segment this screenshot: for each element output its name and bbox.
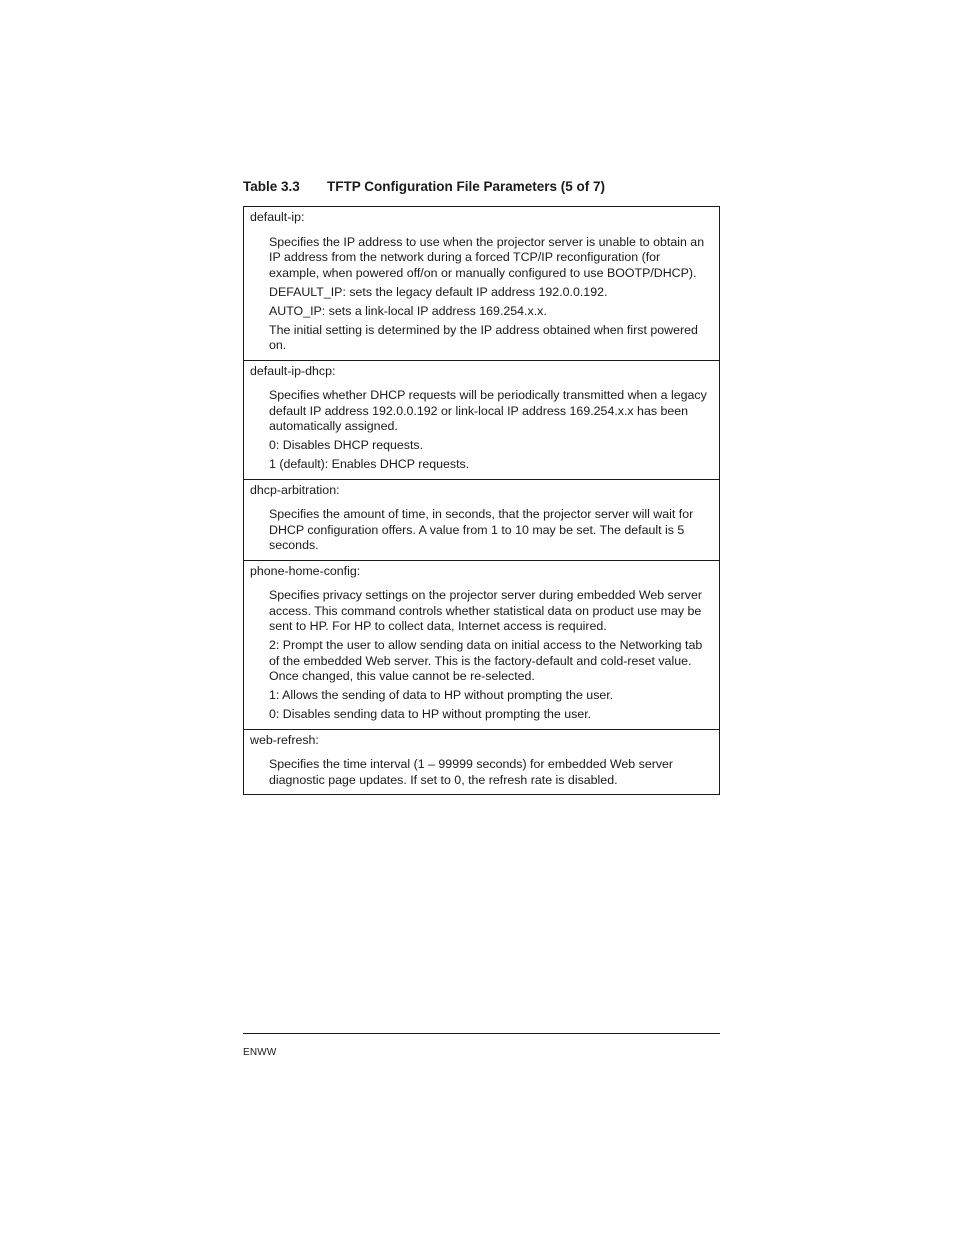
description-paragraph: Specifies the time interval (1 – 99999 seconds) for embedded Web server diagnostic page updates. If set to 0, the refresh rate is disabled. [269,757,674,787]
parameter-description [269,388,711,473]
table-row [244,560,719,729]
description-paragraph: 0: Disables DHCP requests. [269,438,424,452]
description-paragraph: 0: Disables sending data to HP without prompting the user. [269,707,592,721]
parameter-description [269,235,711,354]
description-paragraph: The initial setting is determined by the IP address obtained when first powered on. [269,322,698,352]
parameter-name: default-ip: [250,210,305,224]
parameter-name: web-refresh: [250,732,319,747]
parameter-description [269,588,711,723]
description-paragraph: AUTO_IP: sets a link-local IP address 169.254.x.x. [269,303,547,318]
description-paragraph: Specifies the IP address to use when the projector server is unable to obtain an IP address from the network during a forced TCP/IP reconfiguration (for example, when powered off/on or manually configured to use BOOTP/DHCP). [269,234,705,280]
parameter-description [269,757,711,788]
description-paragraph: DEFAULT_IP: sets the legacy default IP address 192.0.0.192. [269,284,608,299]
description-paragraph: 1: Allows the sending of data to HP without prompting the user. [269,688,614,702]
parameter-name: dhcp-arbitration: [250,482,340,497]
table-row [244,360,719,479]
description-paragraph: Specifies whether DHCP requests will be periodically transmitted when a legacy default IP address 192.0.0.192 or link-local IP address 169.254.x.x has been automatically assigned. [269,388,707,433]
footer-divider [243,1033,720,1034]
description-paragraph: Specifies privacy settings on the projector server during embedded Web server access. This command controls whether statistical data on product use may be sent to HP. For HP to collect data, Internet access is required. [269,588,702,633]
description-paragraph: 2: Prompt the user to allow sending data on initial access to the Networking tab of the embedded Web server. This is the factory-default and cold-reset value. Once changed, this value cannot be re-selected. [269,638,703,683]
parameter-description [269,507,711,554]
footer-label: ENWW [243,1047,277,1058]
table-title: TFTP Configuration File Parameters (5 of 7) [327,179,606,194]
description-paragraph: 1 (default): Enables DHCP requests. [269,457,470,471]
table-row [244,479,719,560]
table-number: Table 3.3 [243,179,300,194]
parameters-table [243,206,720,795]
table-row [244,729,719,795]
table-caption [243,179,605,194]
parameter-name: default-ip-dhcp: [250,363,336,378]
table-row [244,207,719,360]
parameter-name: phone-home-config: [250,563,361,578]
description-paragraph: Specifies the amount of time, in seconds, that the projector server will wait for DHCP configuration offers. A value from 1 to 10 may be set. The default is 5 seconds. [269,507,694,552]
